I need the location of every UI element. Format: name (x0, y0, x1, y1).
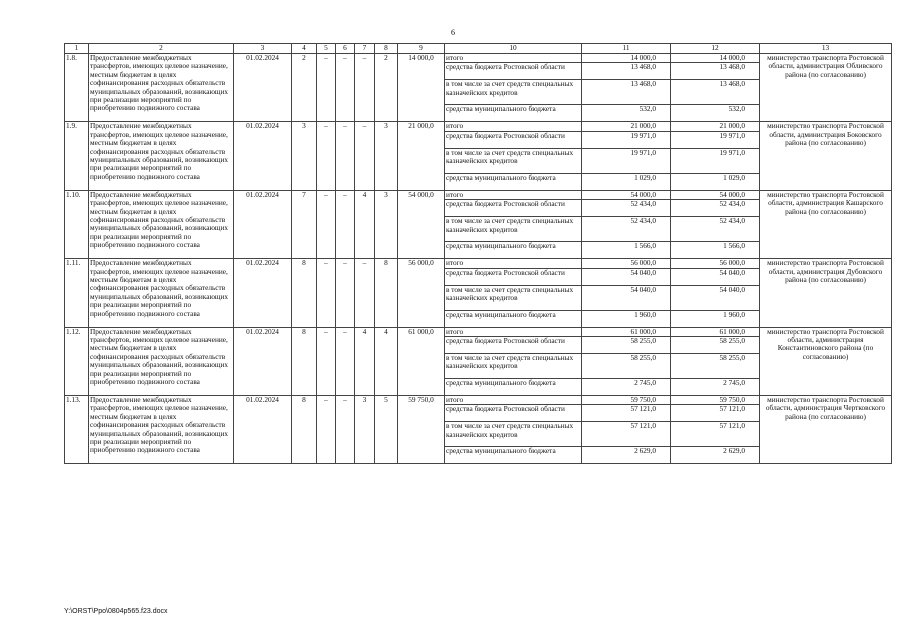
col5-value: – (317, 122, 336, 190)
col12-amount: 57 121,0 (671, 405, 760, 422)
funding-source-label: в том числе за счет средств специальных казначейских кредитов (445, 422, 582, 447)
date-cell: 01.02.2024 (234, 327, 292, 395)
col11-amount: 1 960,0 (582, 310, 671, 327)
col4-value: 7 (292, 190, 317, 258)
col11-amount: 56 000,0 (582, 259, 671, 268)
column-header: 6 (336, 44, 355, 54)
column-header: 10 (445, 44, 582, 54)
funding-source-label: средства бюджета Ростовской области (445, 200, 582, 217)
funding-source-label: в том числе за счет средств специальных казначейских кредитов (445, 148, 582, 173)
column-number-row (65, 44, 892, 54)
column-header: 1 (65, 44, 89, 54)
col11-amount: 54 000,0 (582, 190, 671, 199)
col11-amount: 1 029,0 (582, 173, 671, 190)
col11-amount: 52 434,0 (582, 200, 671, 217)
funding-source-label: средства бюджета Ростовской области (445, 268, 582, 285)
col11-amount: 21 000,0 (582, 122, 671, 131)
col12-amount: 61 000,0 (671, 327, 760, 336)
col12-amount: 19 971,0 (671, 131, 760, 148)
date-cell: 01.02.2024 (234, 259, 292, 327)
funding-source-label: средства бюджета Ростовской области (445, 337, 582, 354)
table-row (65, 122, 892, 131)
column-header: 3 (234, 44, 292, 54)
page-number: 6 (451, 28, 455, 37)
col8-value: 8 (375, 259, 398, 327)
col5-value: – (317, 327, 336, 395)
col5-value: – (317, 396, 336, 464)
col12-amount: 1 029,0 (671, 173, 760, 190)
col11-amount: 13 468,0 (582, 63, 671, 80)
responsible-executor: министерство транспорта Ростовской области, администрация Дубовского района (по согласованию) (760, 259, 892, 327)
funding-source-label: итого (445, 396, 582, 405)
total-amount: 21 000,0 (398, 122, 445, 190)
column-header: 11 (582, 44, 671, 54)
col6-value: – (336, 122, 355, 190)
col12-amount: 58 255,0 (671, 354, 760, 379)
data-table (64, 43, 892, 464)
funding-source-label: средства бюджета Ростовской области (445, 63, 582, 80)
col11-amount: 54 040,0 (582, 285, 671, 310)
funding-source-label: средства муниципального бюджета (445, 379, 582, 396)
table-row (65, 327, 892, 336)
col11-amount: 14 000,0 (582, 54, 671, 63)
funding-source-label: итого (445, 190, 582, 199)
col6-value: – (336, 396, 355, 464)
col11-amount: 61 000,0 (582, 327, 671, 336)
col4-value: 8 (292, 396, 317, 464)
col8-value: 3 (375, 190, 398, 258)
funding-source-label: итого (445, 122, 582, 131)
col7-value: 3 (355, 396, 375, 464)
total-amount: 61 000,0 (398, 327, 445, 395)
col11-amount: 54 040,0 (582, 268, 671, 285)
col11-amount: 52 434,0 (582, 217, 671, 242)
col4-value: 3 (292, 122, 317, 190)
table-row (65, 259, 892, 268)
measure-description: Предоставление межбюджетных трансфертов, имеющих целевое назначение, местным бюджетам в целях софинансирования расходных обязательств муниципальных образований, возникающих при реализации мероприятий по приобретению подвижного состава (89, 190, 234, 258)
col5-value: – (317, 54, 336, 122)
total-amount: 14 000,0 (398, 54, 445, 122)
funding-source-label: в том числе за счет средств специальных казначейских кредитов (445, 217, 582, 242)
col12-amount: 21 000,0 (671, 122, 760, 131)
col8-value: 4 (375, 327, 398, 395)
table-row (65, 190, 892, 199)
col6-value: – (336, 54, 355, 122)
col7-value: 4 (355, 327, 375, 395)
column-header: 2 (89, 44, 234, 54)
col12-amount: 14 000,0 (671, 54, 760, 63)
responsible-executor: министерство транспорта Ростовской области, администрация Обливского района (по согласованию) (760, 54, 892, 122)
funding-source-label: итого (445, 259, 582, 268)
col12-amount: 59 750,0 (671, 396, 760, 405)
col8-value: 2 (375, 54, 398, 122)
table-row (65, 396, 892, 405)
column-header: 4 (292, 44, 317, 54)
row-number: 1.11. (65, 259, 89, 327)
column-header: 13 (760, 44, 892, 54)
col12-amount: 58 255,0 (671, 337, 760, 354)
measure-description: Предоставление межбюджетных трансфертов, имеющих целевое назначение, местным бюджетам в целях софинансирования расходных обязательств муниципальных образований, возникающих при реализации мероприятий по приобретению подвижного состава (89, 259, 234, 327)
date-cell: 01.02.2024 (234, 190, 292, 258)
table-row (65, 54, 892, 63)
col11-amount: 2 629,0 (582, 447, 671, 464)
column-header: 9 (398, 44, 445, 54)
col12-amount: 54 040,0 (671, 285, 760, 310)
measure-description: Предоставление межбюджетных трансфертов, имеющих целевое назначение, местным бюджетам в целях софинансирования расходных обязательств муниципальных образований, возникающих при реализации мероприятий по приобретению подвижного состава (89, 396, 234, 464)
row-number: 1.12. (65, 327, 89, 395)
col12-amount: 2 745,0 (671, 379, 760, 396)
col11-amount: 57 121,0 (582, 422, 671, 447)
measure-description: Предоставление межбюджетных трансфертов, имеющих целевое назначение, местным бюджетам в целях софинансирования расходных обязательств муниципальных образований, возникающих при реализации мероприятий по приобретению подвижного состава (89, 327, 234, 395)
funding-source-label: средства муниципального бюджета (445, 447, 582, 464)
funding-source-label: средства муниципального бюджета (445, 242, 582, 259)
total-amount: 59 750,0 (398, 396, 445, 464)
funding-source-label: итого (445, 54, 582, 63)
column-header: 12 (671, 44, 760, 54)
funding-source-label: средства бюджета Ростовской области (445, 131, 582, 148)
col12-amount: 1 960,0 (671, 310, 760, 327)
col12-amount: 13 468,0 (671, 80, 760, 105)
row-number: 1.13. (65, 396, 89, 464)
col11-amount: 13 468,0 (582, 80, 671, 105)
funding-source-label: в том числе за счет средств специальных казначейских кредитов (445, 354, 582, 379)
col7-value: 4 (355, 190, 375, 258)
col12-amount: 2 629,0 (671, 447, 760, 464)
row-number: 1.8. (65, 54, 89, 122)
col6-value: – (336, 190, 355, 258)
row-number: 1.9. (65, 122, 89, 190)
funding-source-label: итого (445, 327, 582, 336)
funding-source-label: средства муниципального бюджета (445, 173, 582, 190)
col6-value: – (336, 259, 355, 327)
document-footer-path: Y:\ORST\Ppo\0804p565.f23.docx (64, 608, 168, 615)
row-number: 1.10. (65, 190, 89, 258)
col11-amount: 1 566,0 (582, 242, 671, 259)
col12-amount: 54 040,0 (671, 268, 760, 285)
measure-description: Предоставление межбюджетных трансфертов, имеющих целевое назначение, местным бюджетам в целях софинансирования расходных обязательств муниципальных образований, возникающих при реализации мероприятий по приобретению подвижного состава (89, 54, 234, 122)
col7-value: – (355, 259, 375, 327)
responsible-executor: министерство транспорта Ростовской области, администрация Константиновского района (по согласованию) (760, 327, 892, 395)
funding-source-label: в том числе за счет средств специальных казначейских кредитов (445, 285, 582, 310)
col11-amount: 2 745,0 (582, 379, 671, 396)
col8-value: 3 (375, 122, 398, 190)
col12-amount: 13 468,0 (671, 63, 760, 80)
funding-source-label: средства муниципального бюджета (445, 310, 582, 327)
total-amount: 56 000,0 (398, 259, 445, 327)
col11-amount: 19 971,0 (582, 131, 671, 148)
col11-amount: 57 121,0 (582, 405, 671, 422)
col8-value: 5 (375, 396, 398, 464)
date-cell: 01.02.2024 (234, 54, 292, 122)
col4-value: 8 (292, 259, 317, 327)
col6-value: – (336, 327, 355, 395)
date-cell: 01.02.2024 (234, 396, 292, 464)
date-cell: 01.02.2024 (234, 122, 292, 190)
funding-source-label: средства бюджета Ростовской области (445, 405, 582, 422)
col11-amount: 19 971,0 (582, 148, 671, 173)
col12-amount: 54 000,0 (671, 190, 760, 199)
col7-value: – (355, 54, 375, 122)
col11-amount: 58 255,0 (582, 337, 671, 354)
funding-source-label: в том числе за счет средств специальных казначейских кредитов (445, 80, 582, 105)
col12-amount: 19 971,0 (671, 148, 760, 173)
col12-amount: 532,0 (671, 105, 760, 122)
funding-source-label: средства муниципального бюджета (445, 105, 582, 122)
col4-value: 8 (292, 327, 317, 395)
col11-amount: 58 255,0 (582, 354, 671, 379)
total-amount: 54 000,0 (398, 190, 445, 258)
col12-amount: 52 434,0 (671, 200, 760, 217)
col5-value: – (317, 190, 336, 258)
responsible-executor: министерство транспорта Ростовской области, администрация Кашарского района (по согласованию) (760, 190, 892, 258)
column-header: 8 (375, 44, 398, 54)
col12-amount: 56 000,0 (671, 259, 760, 268)
responsible-executor: министерство транспорта Ростовской области, администрация Боковского района (по согласованию) (760, 122, 892, 190)
col11-amount: 532,0 (582, 105, 671, 122)
col12-amount: 57 121,0 (671, 422, 760, 447)
responsible-executor: министерство транспорта Ростовской области, администрация Чертковского района (по согласованию) (760, 396, 892, 464)
col12-amount: 1 566,0 (671, 242, 760, 259)
col12-amount: 52 434,0 (671, 217, 760, 242)
measure-description: Предоставление межбюджетных трансфертов, имеющих целевое назначение, местным бюджетам в целях софинансирования расходных обязательств муниципальных образований, возникающих при реализации мероприятий по приобретению подвижного состава (89, 122, 234, 190)
column-header: 7 (355, 44, 375, 54)
col11-amount: 59 750,0 (582, 396, 671, 405)
col7-value: – (355, 122, 375, 190)
column-header: 5 (317, 44, 336, 54)
col5-value: – (317, 259, 336, 327)
col4-value: 2 (292, 54, 317, 122)
